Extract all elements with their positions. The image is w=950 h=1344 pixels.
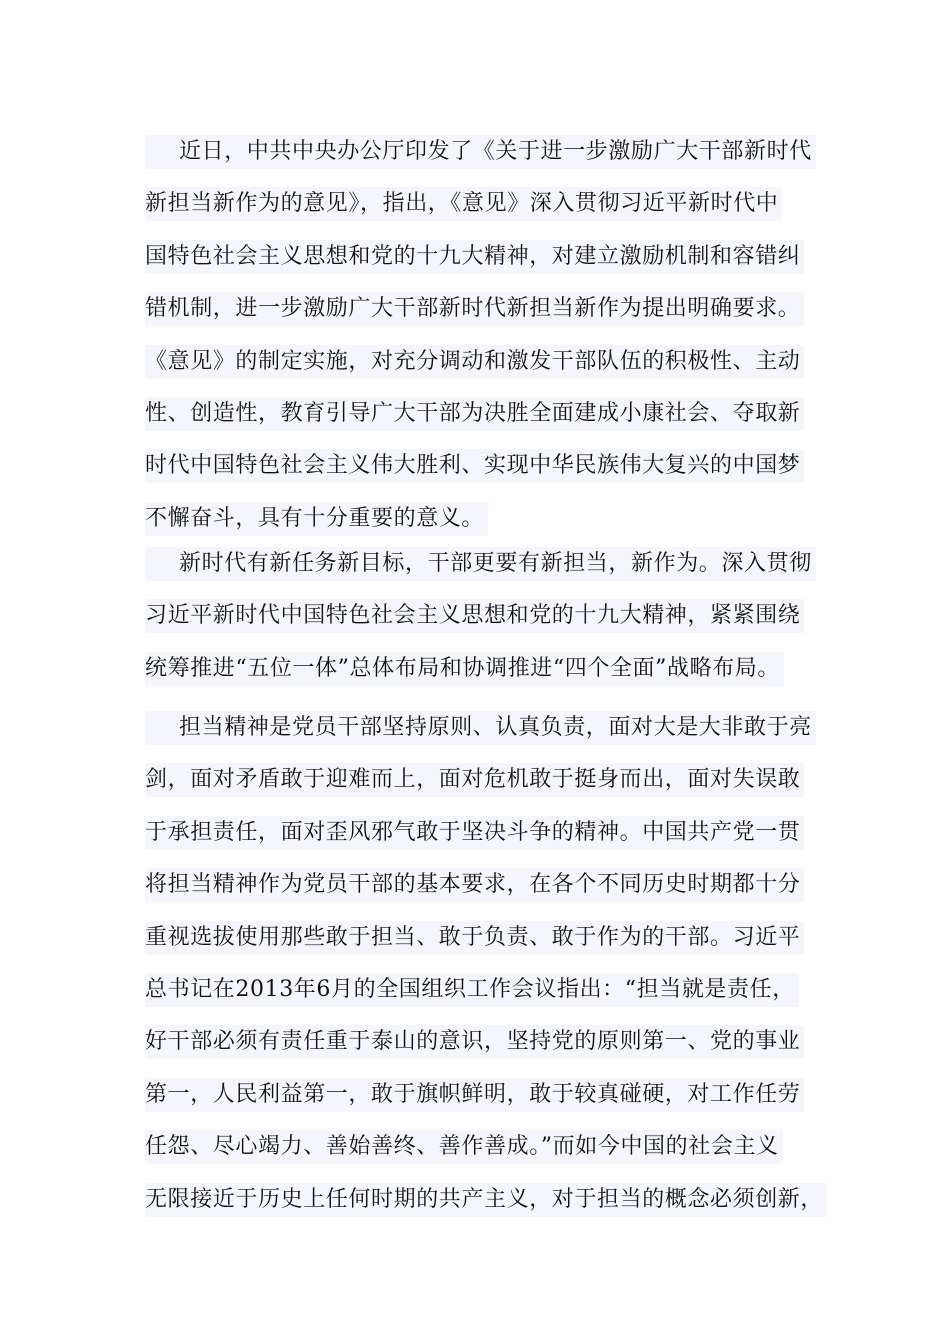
text-line-content: 近日，中共中央办公厅印发了《关于进一步激励广大干部新时代 xyxy=(145,135,816,169)
text-line-content: 于承担责任，面对歪风邪气敢于坚决斗争的精神。中国共产党一贯 xyxy=(145,816,804,850)
text-line xyxy=(145,964,817,1016)
text-line-content: 剑，面对矛盾敢于迎难而上，面对危机敢于挺身而出，面对失误敢 xyxy=(145,763,804,797)
text-line xyxy=(145,1121,817,1173)
text-line-content: 《意见》的制定实施，对充分调动和激发干部队伍的积极性、主动 xyxy=(145,345,804,379)
text-line xyxy=(145,754,817,806)
text-line-content: 新时代有新任务新目标，干部更要有新担当，新作为。深入贯彻 xyxy=(145,547,816,581)
text-line-content: 性、创造性，教育引导广大干部为决胜全面建成小康社会、夺取新 xyxy=(145,397,804,431)
text-line xyxy=(145,283,817,335)
text-line xyxy=(145,231,817,283)
text-line xyxy=(145,1174,824,1226)
text-line-content: 好干部必须有责任重于泰山的意识，坚持党的原则第一、党的事业 xyxy=(145,1025,804,1059)
text-line-content: 错机制，进一步激励广大干部新时代新担当新作为提出明确要求。 xyxy=(145,292,804,326)
text-line-content: 不懈奋斗，具有十分重要的意义。 xyxy=(145,502,488,536)
text-line xyxy=(145,126,817,178)
text-line xyxy=(145,178,817,230)
text-line-content: 新担当新作为的意见》，指出，《意见》深入贯彻习近平新时代中 xyxy=(145,187,782,221)
text-line-content: 国特色社会主义思想和党的十九大精神，对建立激励机制和容错纠 xyxy=(145,240,804,274)
text-line-content: 第一，人民利益第一，敢于旗帜鲜明，敢于较真碰硬，对工作任劳 xyxy=(145,1078,804,1112)
text-line xyxy=(145,388,817,440)
text-line-content: 担当精神是党员干部坚持原则、认真负责，面对大是大非敢于亮 xyxy=(145,711,816,745)
text-line xyxy=(145,336,817,388)
text-line-content: 无限接近于历史上任何时期的共产主义，对于担当的概念必须创新， xyxy=(145,1183,827,1217)
text-line xyxy=(145,807,817,859)
text-line-content: 将担当精神作为党员干部的基本要求，在各个不同历史时期都十分 xyxy=(145,868,804,902)
text-line xyxy=(145,1016,817,1068)
text-line-content: 重视选拔使用那些敢于担当、敢于负责、敢于作为的干部。习近平 xyxy=(145,921,804,955)
text-line-content: 习近平新时代中国特色社会主义思想和党的十九大精神，紧紧围绕 xyxy=(145,599,804,633)
text-line xyxy=(145,912,817,964)
text-line-content: 统筹推进“五位一体”总体布局和协调推进“四个全面”战略布局。 xyxy=(145,652,784,686)
text-line-content: 时代中国特色社会主义伟大胜利、实现中华民族伟大复兴的中国梦 xyxy=(145,449,804,483)
paragraph-3 xyxy=(145,702,824,1226)
text-line xyxy=(145,1069,817,1121)
text-line xyxy=(145,643,817,695)
text-line xyxy=(145,538,817,590)
text-line xyxy=(145,440,817,492)
text-line xyxy=(145,702,817,754)
paragraph-1 xyxy=(145,126,817,545)
text-line-content: 任怨、尽心竭力、善始善终、善作善成。”而如今中国的社会主义 xyxy=(145,1130,783,1164)
paragraph-2 xyxy=(145,538,817,695)
text-line-content: 总书记在2013年6月的全国组织工作会议指出：“担当就是责任， xyxy=(145,973,799,1007)
text-line xyxy=(145,590,817,642)
text-line xyxy=(145,859,817,911)
